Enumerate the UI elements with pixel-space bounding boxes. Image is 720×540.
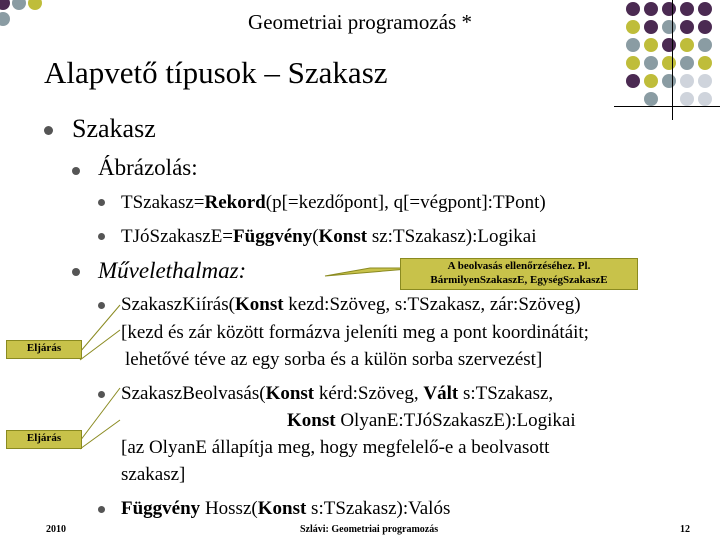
beolvasas-kw2: Vált xyxy=(423,383,459,404)
bullet-icon xyxy=(98,233,105,240)
callout-note xyxy=(400,258,638,290)
bullet-icon xyxy=(72,268,80,276)
bullet-icon xyxy=(44,126,53,135)
kiiras-kw: Konst xyxy=(234,294,284,315)
header-title: Geometriai programozás * xyxy=(248,10,472,34)
line-fuggveny xyxy=(121,226,536,248)
fuggveny-kw: Függvény xyxy=(233,226,313,247)
line-hossz xyxy=(121,498,450,520)
hossz-post: Hossz( xyxy=(200,498,258,519)
beolvasas-pre: SzakaszBeolvasás( xyxy=(121,383,266,404)
fuggveny-mid: ( xyxy=(312,226,319,247)
line-kiiras xyxy=(121,294,581,316)
fuggveny-pre: TJóSzakaszE= xyxy=(121,226,234,247)
bullet-icon xyxy=(98,391,105,398)
bullet-icon xyxy=(72,167,80,175)
bullet-szakasz: Szakasz xyxy=(72,114,156,143)
beolvasas2-post: OlyanE:TJóSzakaszE):Logikai xyxy=(335,410,576,431)
slide-title: Alapvető típusok – Szakasz xyxy=(44,55,388,90)
bullet-abrazolas: Ábrázolás: xyxy=(98,155,198,180)
bullet-icon xyxy=(98,506,105,513)
kiiras-desc-2: lehetővé téve az egy sorba és a külön sorba szervezést] xyxy=(125,349,543,370)
callout-line2: BármilyenSzakaszE, EgységSzakaszE xyxy=(430,274,608,286)
line-beolvasas xyxy=(121,383,553,405)
rekord-post: (p[=kezdőpont], q[=végpont]:TPont) xyxy=(265,192,546,213)
beolvasas-kw: Konst xyxy=(265,383,315,404)
hossz-kw: Függvény xyxy=(121,498,201,519)
beolvasas-desc-2: szakasz] xyxy=(121,464,186,485)
line-beolvasas-2 xyxy=(287,410,576,432)
fuggveny-kw2: Konst xyxy=(318,226,368,247)
rekord-kw: Rekord xyxy=(204,192,266,213)
bullet-muvelethalmaz: Művelethalmaz: xyxy=(98,258,247,283)
side-label-eljaras: Eljárás xyxy=(6,340,82,359)
kiiras-pre: SzakaszKiírás( xyxy=(121,294,235,315)
hossz-kw2: Konst xyxy=(257,498,307,519)
beolvasas-desc-1: [az OlyanE állapítja meg, hogy megfelelő-e a beolvasott xyxy=(121,437,550,458)
kiiras-desc-1: [kezd és zár között formázva jeleníti meg a pont koordinátáit; xyxy=(121,322,589,343)
fuggveny-post: sz:TSzakasz):Logikai xyxy=(367,226,537,247)
footer-author: Szlávi: Geometriai programozás xyxy=(300,524,439,535)
beolvasas2-kw: Konst xyxy=(287,410,336,431)
callout-line1: A beolvasás ellenőrzéséhez. Pl. xyxy=(447,260,591,272)
beolvasas-post: s:TSzakasz, xyxy=(458,383,554,404)
footer-year: 2010 xyxy=(46,524,66,535)
line-rekord xyxy=(121,192,546,214)
rekord-pre: TSzakasz= xyxy=(121,192,205,213)
hossz-post2: s:TSzakasz):Valós xyxy=(306,498,451,519)
bullet-icon xyxy=(98,302,105,309)
bullet-icon xyxy=(98,199,105,206)
kiiras-post: kezd:Szöveg, s:TSzakasz, zár:Szöveg) xyxy=(283,294,581,315)
beolvasas-mid: kérd:Szöveg, xyxy=(314,383,424,404)
side-label-eljaras: Eljárás xyxy=(6,430,82,449)
footer-page-number: 12 xyxy=(680,524,690,535)
